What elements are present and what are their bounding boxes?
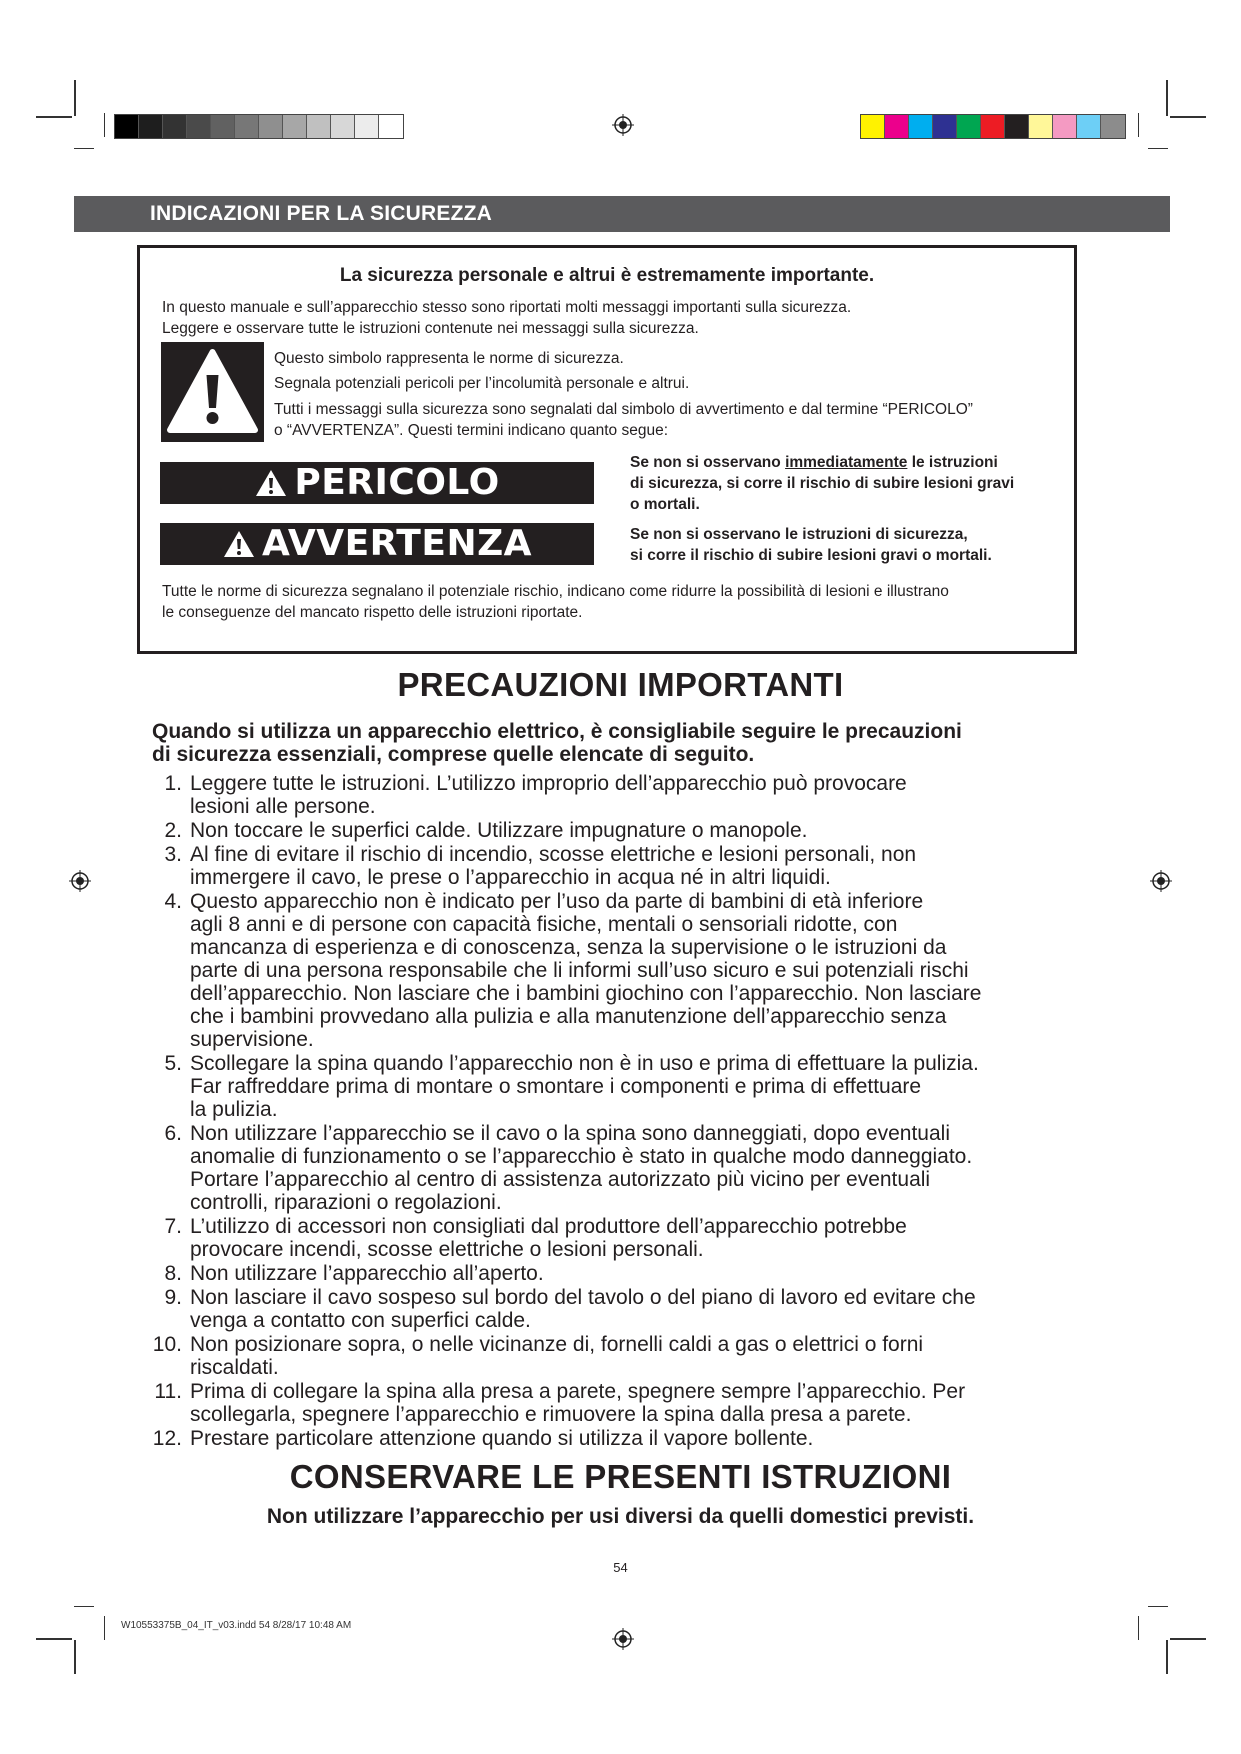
precaution-text-line: immergere il cavo, le prese o l’apparecchio in acqua né in altri liquidi. — [190, 866, 831, 889]
precaution-text-line: Non utilizzare l’apparecchio all’aperto. — [190, 1262, 544, 1285]
precaution-number: 10. — [152, 1333, 182, 1356]
registration-target-icon — [69, 870, 91, 892]
precaution-text-line: anomalie di funzionamento o se l’apparecchio è stato in qualche modo danneggiato. — [190, 1145, 973, 1168]
color-swatch — [1005, 115, 1029, 138]
precaution-item — [150, 1286, 1070, 1332]
gray-swatch — [211, 115, 235, 138]
danger-description: Se non si osservano immediatamente le istruzioni di sicurezza, si corre il rischio di subire lesioni gravi o mortali. — [630, 454, 1015, 513]
precaution-item — [150, 819, 1070, 842]
color-swatch — [861, 115, 885, 138]
precaution-number: 8. — [164, 1262, 182, 1285]
precaution-text-line: Non posizionare sopra, o nelle vicinanze di, fornelli caldi a gas o elettrici o forni — [190, 1333, 924, 1356]
color-swatch — [885, 115, 909, 138]
precaution-number: 4. — [164, 890, 182, 913]
precaution-item — [150, 1262, 1070, 1285]
precaution-text-line: Al fine di evitare il rischio di incendio, scosse elettriche e lesioni personali, non — [190, 843, 917, 866]
safety-symbol-description: Questo simbolo rappresenta le norme di sicurezza. Segnala potenziali pericoli per l’incolumità personale e altrui. Tutti i messaggi sulla sicurezza sono segnalati dal simbolo di avvertimento e dal termine “PERICOLO” o “AVVERTENZA”. Questi termini indicano quanto segue: — [274, 350, 973, 439]
household-use-note: Non utilizzare l’apparecchio per usi diversi da quelli domestici previsti. — [266, 1505, 975, 1528]
gray-swatch — [283, 115, 307, 138]
precaution-item — [150, 890, 1070, 1051]
precaution-number: 6. — [164, 1122, 182, 1145]
gray-swatch — [355, 115, 379, 138]
precaution-item — [150, 843, 1070, 889]
gray-swatch — [307, 115, 331, 138]
safety-box-title: La sicurezza personale e altrui è estremamente importante. — [339, 265, 875, 286]
precaution-item — [150, 1427, 1070, 1450]
precaution-text-line: mancanza di esperienza e di conoscenza, senza la supervisione o le istruzioni da — [190, 936, 947, 959]
precaution-text-line: Prima di collegare la spina alla presa a parete, spegnere sempre l’apparecchio. Per — [190, 1380, 966, 1403]
precaution-number: 11. — [154, 1380, 182, 1403]
precaution-text-line: Prestare particolare attenzione quando si utilizza il vapore bollente. — [190, 1427, 814, 1450]
gray-swatch — [379, 115, 403, 138]
warning-alert-icon — [222, 529, 256, 559]
precaution-text-line: Questo apparecchio non è indicato per l’uso da parte di bambini di età inferiore — [190, 890, 924, 913]
precaution-item — [150, 1215, 1070, 1261]
gray-swatch — [259, 115, 283, 138]
registration-target-icon — [612, 114, 634, 136]
precaution-text-line: la pulizia. — [190, 1098, 278, 1121]
keep-instructions-title: CONSERVARE LE PRESENTI ISTRUZIONI — [289, 1458, 952, 1495]
precaution-text-line: Scollegare la spina quando l’apparecchio non è in uso e prima di effettuare la pulizia. — [190, 1052, 979, 1075]
precaution-text-line: parte di una persona responsabile che li informi sull’uso sicuro e sui potenziali rischi — [190, 959, 969, 982]
precaution-text-line: venga a contatto con superfici calde. — [190, 1309, 531, 1332]
precaution-text-line: Non toccare le superfici calde. Utilizzare impugnature o manopole. — [190, 819, 808, 842]
danger-label: PERICOLO — [294, 462, 500, 503]
precaution-text-line: scollegarla, spegnere l’apparecchio e rimuovere la spina dalla presa a parete. — [190, 1403, 912, 1426]
precaution-text-line: Non utilizzare l’apparecchio se il cavo o la spina sono danneggiati, dopo eventuali — [190, 1122, 950, 1145]
safety-message-box — [137, 245, 1077, 654]
precaution-text-line: Leggere tutte le istruzioni. L’utilizzo improprio dell’apparecchio può provocare — [190, 772, 907, 795]
color-swatch — [1077, 115, 1101, 138]
registration-target-icon — [612, 1628, 634, 1650]
warning-signal-panel — [160, 523, 594, 565]
page-number: 54 — [613, 1560, 628, 1575]
color-swatch — [957, 115, 981, 138]
precaution-text-line: lesioni alle persone. — [190, 795, 376, 818]
gray-swatch — [115, 115, 139, 138]
precaution-text-line: riscaldati. — [190, 1356, 279, 1379]
precaution-number: 1. — [164, 772, 182, 795]
precaution-item — [150, 772, 1070, 818]
color-swatch-bar — [860, 114, 1126, 139]
precaution-item — [150, 1122, 1070, 1214]
precaution-text-line: Portare l’apparecchio al centro di assistenza autorizzato più vicino per eventuali — [190, 1168, 931, 1191]
color-swatch — [981, 115, 1005, 138]
precaution-text-line: che i bambini provvedano alla pulizia e alla manutenzione dell’apparecchio senza — [190, 1005, 947, 1028]
danger-alert-icon — [254, 468, 288, 498]
precautions-list — [150, 772, 1070, 1451]
precaution-item — [150, 1052, 1070, 1121]
gray-swatch — [331, 115, 355, 138]
color-swatch — [1029, 115, 1053, 138]
registration-target-icon — [1150, 870, 1172, 892]
precaution-text-line: agli 8 anni e di persone con capacità fisiche, mentali o sensoriali ridotte, con — [190, 913, 898, 936]
precaution-number: 7. — [164, 1215, 182, 1238]
section-header: INDICAZIONI PER LA SICUREZZA — [74, 196, 1170, 232]
precaution-number: 5. — [164, 1052, 182, 1075]
precaution-item — [150, 1333, 1070, 1379]
precaution-item — [150, 1380, 1070, 1426]
precaution-text-line: provocare incendi, scosse elettriche o lesioni personali. — [190, 1238, 704, 1261]
gray-swatch — [235, 115, 259, 138]
precaution-number: 3. — [164, 843, 182, 866]
gray-swatch — [187, 115, 211, 138]
precautions-intro: Quando si utilizza un apparecchio elettrico, è consigliabile seguire le precauzioni di sicurezza essenziali, comprese quelle elencate di seguito. — [152, 720, 962, 766]
precaution-text-line: controlli, riparazioni o regolazioni. — [190, 1191, 502, 1214]
print-slug: W10553375B_04_IT_v03.indd 54 8/28/17 10:48 AM — [121, 1620, 352, 1631]
precaution-text-line: supervisione. — [190, 1028, 314, 1051]
color-swatch — [933, 115, 957, 138]
precaution-text-line: dell’apparecchio. Non lasciare che i bambini giochino con l’apparecchio. Non lasciare — [190, 982, 982, 1005]
safety-box-footer: Tutte le norme di sicurezza segnalano il potenziale rischio, indicano come ridurre la possibilità di lesioni e illustrano le conseguenze del mancato rispetto delle istruzioni riportate. — [162, 583, 949, 621]
precaution-number: 12. — [152, 1427, 182, 1450]
danger-signal-panel — [160, 462, 594, 504]
precaution-number: 9. — [164, 1286, 182, 1309]
color-swatch — [1053, 115, 1077, 138]
precaution-text-line: Non lasciare il cavo sospeso sul bordo del tavolo o del piano di lavoro ed evitare che — [190, 1286, 976, 1309]
precautions-title: PRECAUZIONI IMPORTANTI — [397, 666, 844, 703]
gray-swatch — [139, 115, 163, 138]
color-swatch — [1101, 115, 1125, 138]
safety-box-intro: In questo manuale e sull’apparecchio stesso sono riportati molti messaggi importanti sulla sicurezza. Leggere e osservare tutte le istruzioni contenute nei messaggi sulla sicurezza. — [162, 299, 852, 337]
safety-alert-icon — [161, 342, 264, 442]
precaution-number: 2. — [164, 819, 182, 842]
gray-swatch — [163, 115, 187, 138]
warning-description: Se non si osservano le istruzioni di sicurezza, si corre il rischio di subire lesioni gravi o mortali. — [630, 526, 992, 564]
color-swatch — [909, 115, 933, 138]
precaution-text-line: Far raffreddare prima di montare o smontare i componenti e prima di effettuare — [190, 1075, 922, 1098]
grayscale-swatch-bar — [114, 114, 404, 139]
warning-label: AVVERTENZA — [261, 523, 533, 564]
precaution-text-line: L’utilizzo di accessori non consigliati dal produttore dell’apparecchio potrebbe — [190, 1215, 907, 1238]
